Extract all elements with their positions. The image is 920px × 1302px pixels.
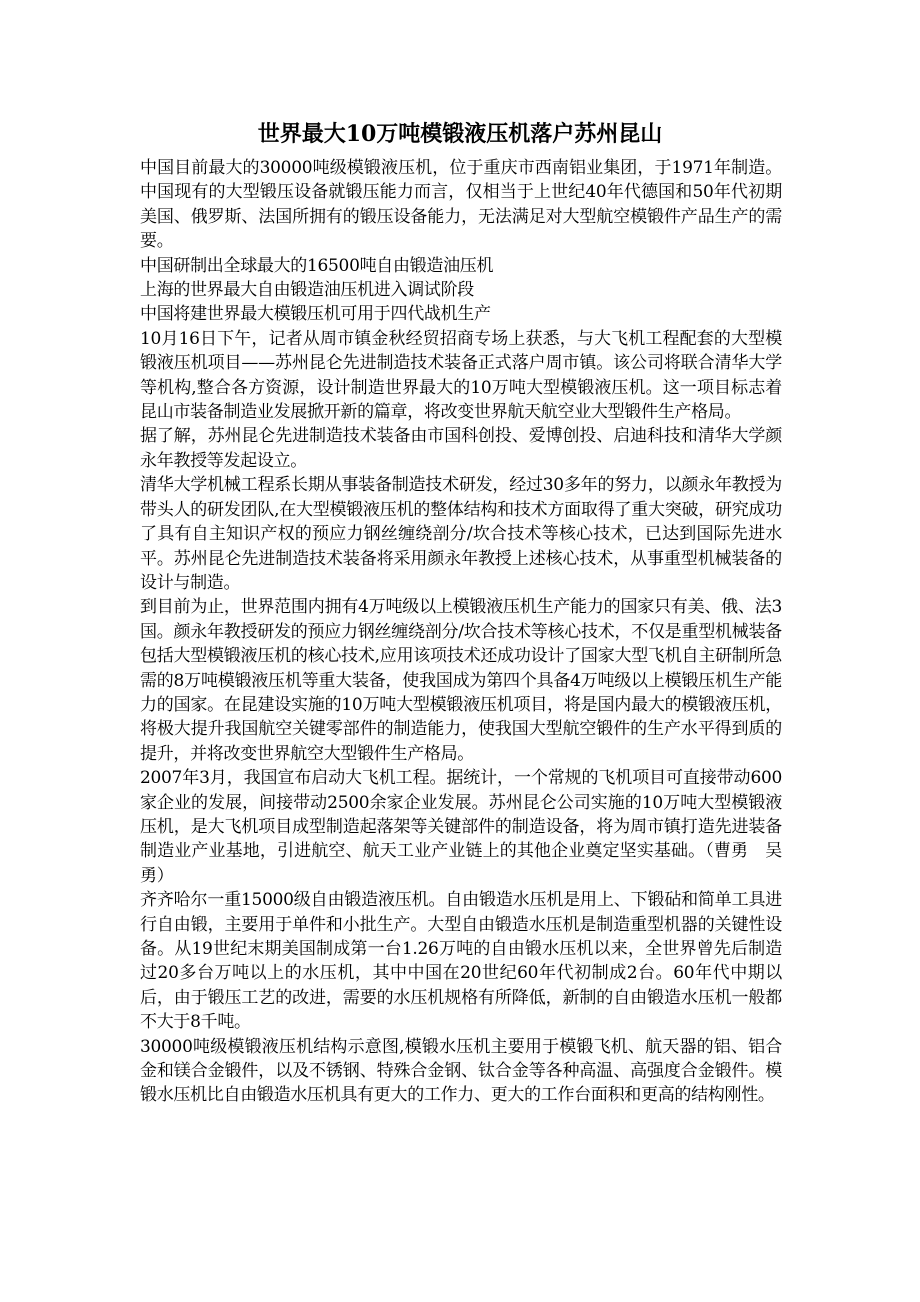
paragraph: 中国目前最大的30000吨级模锻液压机，位于重庆市西南铝业集团，于1971年制造。中国现有的大型锻压设备就锻压能力而言，仅相当于上世纪40年代德国和50年代初期美国、俄罗斯、法国所拥有的锻压设备能力，无法满足对大型航空模锻件产品生产的需要。 [140,158,782,252]
article-body [140,156,782,1108]
paragraph: 中国研制出全球最大的16500吨自由锻造油压机 [140,255,494,276]
paragraph: 上海的世界最大自由锻造油压机进入调试阶段 [140,280,474,301]
paragraph: 30000吨级模锻液压机结构示意图,模锻水压机主要用于模锻飞机、航天器的铝、铝合金和镁合金锻件，以及不锈钢、特殊合金钢、钛合金等各种高温、高强度合金锻件。模锻水压机比自由锻造水压机具有更大的工作力、更大的工作台面积和更高的结构刚性。 [140,1036,782,1106]
paragraph: 中国将建世界最大模锻压机可用于四代战机生产 [140,304,491,325]
paragraph: 据了解，苏州昆仑先进制造技术装备由市国科创投、爱博创投、启迪科技和清华大学颜永年教授等发起设立。 [140,426,782,471]
paragraph: 2007年3月，我国宣布启动大飞机工程。据统计，一个常规的飞机项目可直接带动600家企业的发展，间接带动2500余家企业发展。苏州昆仑公司实施的10万吨大型模锻液压机，是大飞机项目成型制造起落架等关键部件的制造设备，将为周市镇打造先进装备制造业产业基地，引进航空、航天工业产业链上的其他企业奠定坚实基础。（曹勇 吴勇） [140,768,782,886]
paragraph: 到目前为止，世界范围内拥有4万吨级以上模锻液压机生产能力的国家只有美、俄、法3国。颜永年教授研发的预应力钢丝缠绕剖分/坎合技术等核心技术，不仅是重型机械装备包括大型模锻液压机的核心技术,应用该项技术还成功设计了国家大型飞机自主研制所急需的8万吨模锻液压机等重大装备，使我国成为第四个具备4万吨级以上模锻压机生产能力的国家。在昆建设实施的10万吨大型模锻液压机项目，将是国内最大的模锻液压机，将极大提升我国航空关键零部件的制造能力，使我国大型航空锻件的生产水平得到质的提升，并将改变世界航空大型锻件生产格局。 [140,597,782,764]
document-title: 世界最大10万吨模锻液压机落户苏州昆山 [257,121,663,147]
paragraph: 清华大学机械工程系长期从事装备制造技术研发，经过30多年的努力，以颜永年教授为带头人的研发团队,在大型模锻液压机的整体结构和技术方面取得了重大突破，研究成功了具有自主知识产权的预应力钢丝缠绕剖分/坎合技术等核心技术，已达到国际先进水平。苏州昆仑先进制造技术装备将采用颜永年教授上述核心技术，从事重型机械装备的设计与制造。 [140,475,782,593]
paragraph: 10月16日下午，记者从周市镇金秋经贸招商专场上获悉，与大飞机工程配套的大型模锻液压机项目——苏州昆仑先进制造技术装备正式落户周市镇。该公司将联合清华大学等机构,整合各方资源，设计制造世界最大的10万吨大型模锻液压机。这一项目标志着昆山市装备制造业发展掀开新的篇章，将改变世界航天航空业大型锻件生产格局。 [140,328,783,423]
paragraph: 齐齐哈尔一重15000级自由锻造液压机。自由锻造水压机是用上、下锻砧和简单工具进行自由锻，主要用于单件和小批生产。大型自由锻造水压机是制造重型机器的关键性设备。从19世纪末期美国制成第一台1.26万吨的自由锻水压机以来，全世界曾先后制造过20多台万吨以上的水压机，其中中国在20世纪60年代初制成2台。60年代中期以后，由于锻压工艺的改进，需要的水压机规格有所降低，新制的自由锻造水压机一般都不大于8千吨。 [140,890,782,1033]
